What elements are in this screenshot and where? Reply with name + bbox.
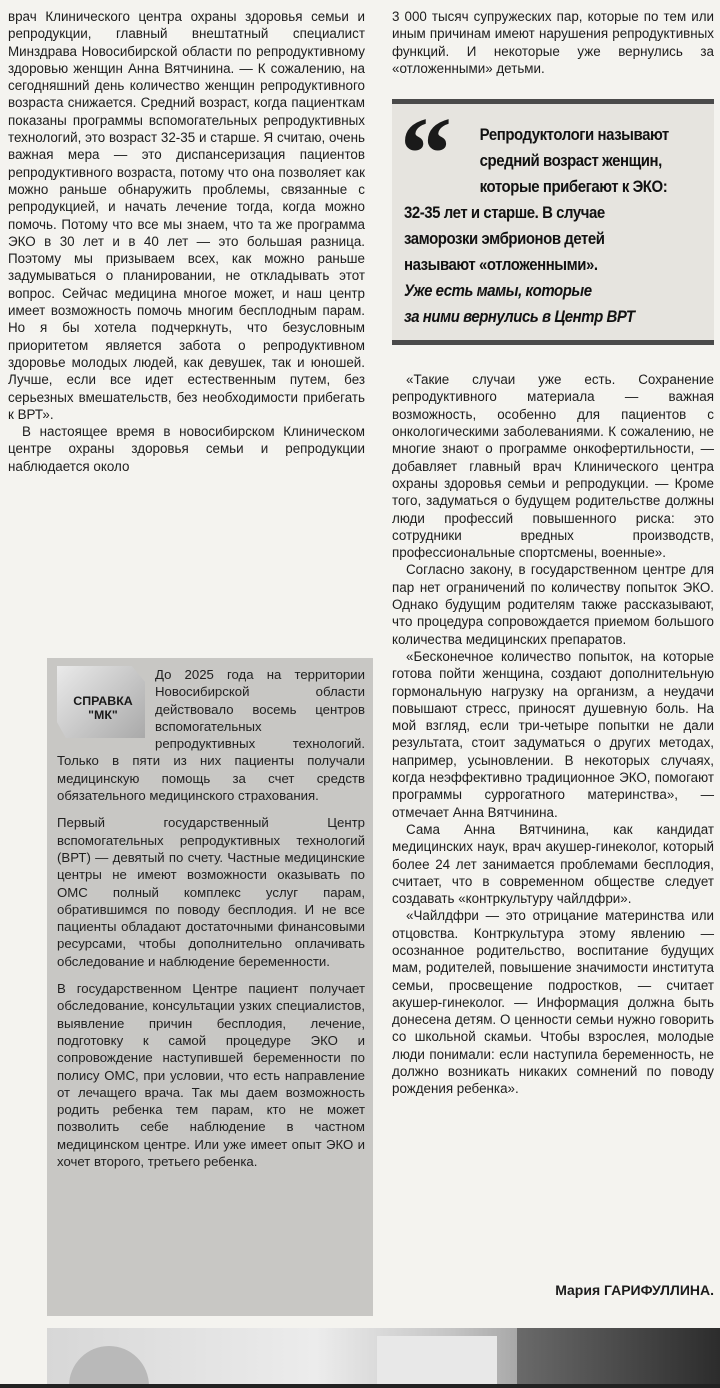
article-paragraph: Сама Анна Вятчинина, как кандидат медицинских наук, врач акушер-гинеколог, который более 24 лет занимается проблемами бесплодия, считает, что в современном обществе следует создавать «контркультуру чайлдфри».: [392, 821, 714, 907]
info-sidebar: [47, 658, 373, 1316]
pull-quote-line: Уже есть мамы, которые: [404, 281, 592, 301]
article-paragraph: «Бесконечное количество попыток, на которые готова пойти женщина, создают дополнительную гормональную нагрузку на организм, а неудачи повышают стресс, приносят душевную боль. На мой взгляд, если три-четыре попытки не дали результата, стоит задуматься о других методах, например, усыновлении. В некоторых случаях, когда неэффективно традиционное ЭКО, помогают программы суррогатного материнства», — отмечает Анна Вятчинина.: [392, 648, 714, 820]
author-signature: Мария ГАРИФУЛЛИНА.: [555, 1282, 714, 1298]
article-paragraph: В настоящее время в новосибирском Клиническом центре охраны здоровья семьи и репродукции наблюдается около: [8, 424, 365, 474]
logo-line: СПРАВКА: [73, 694, 133, 708]
sidebar-paragraph: В государственном Центре пациент получает обследование, консультации узких специалистов, выявление причин бесплодия, лечение, подготовку к самой процедуре ЭКО и сопровождение наступившей беременности по полису ОМС, при условии, что есть направление от лечащего врача. Так мы даем возможность родить ребенка тем парам, кто не может позволить себе наблюдение в частном медицинском центре. Или уже имеет опыт ЭКО и хочет второго, третьего ребенка.: [57, 981, 365, 1170]
sidebar-paragraph: До 2025 года на территории Новосибирской области действовало восемь центров вспомогательных репродуктивных технологий. Только в пяти из них пациенты получали медицинскую помощь за счет средств обязательного медицинского страхования.: [57, 667, 365, 804]
logo-label: [61, 694, 145, 722]
pull-quote-line: 32-35 лет и старше. В случае: [404, 203, 605, 223]
quote-mark-icon: “: [400, 96, 452, 212]
pull-quote-text: [404, 122, 716, 330]
pull-quote-line: заморозки эмбрионов детей: [404, 229, 605, 249]
bottom-rule: [0, 1384, 720, 1388]
article-paragraph: врач Клинического центра охраны здоровья семьи и репродукции, главный внештатный специалист Минздрава Новосибирской области по репродуктивному здоровью женщин Анна Вятчинина. — К сожалению, на сегодняшний день количество женщин репродуктивного возраста снижается. Средний возраст, когда пациенткам показаны программы вспомогательных репродуктивных технологий, это возраст 32-35 и старше. Я считаю, очень важная мера — это диспансеризация пациентов репродуктивного возраста, потому что она позволяет как можно раньше обнаружить проблемы, связанные с репродукцией, и начать лечение тогда, когда можно помочь. Потому что все мы знаем, что та же программа ЭКО в 30 лет и в 40 лет — это большая разница. Поэтому мы призываем всех, как можно раньше задумываться о планировании, не откладывать этот вопрос. Сейчас медицина многое может, и наш центр имеет возможность помочь многим бесплодным парам. Но я бы хотела подчеркнуть, что безусловным приоритетом является забота о репродуктивном здоровье молодых людей, как девушек, так и юношей. Лучше, если все идет естественным путем, без серьезных вмешательств, без необходимости прибегать к ВРТ».: [8, 9, 365, 422]
pull-quote-line: которые прибегают к ЭКО:: [479, 177, 668, 197]
article-paragraph: «Чайлдфри — это отрицание материнства или отцовства. Контркультура этому явлению — осознанное родительство, воспитание будущих мам, родителей, повышение значимости института семьи, просвещение подростков, — считает акушер-гинеколог. — Информация должна быть донесена детям. О ценности семьи нужно говорить со школьной скамьи. Чтобы взрослея, молодые люди понимали: если наступила беременность, не должно возникать никаких сомнений по поводу рождения ребенка».: [392, 908, 714, 1097]
pull-quote: [392, 96, 714, 345]
pull-quote-line: за ними вернулись в Центр ВРТ: [404, 307, 635, 327]
pull-quote-line: средний возраст женщин,: [479, 151, 662, 171]
bottom-photo: [47, 1328, 720, 1388]
article-paragraph: 3 000 тысяч супружеских пар, которые по тем или иным причинам имеют нарушения репродуктивных функций. И некоторые уже вернулись за «отложенными» детьми.: [392, 9, 714, 76]
logo-line: "МК": [88, 708, 118, 722]
article-paragraph: «Такие случаи уже есть. Сохранение репродуктивного материала — важная возможность, особенно для пациентов с онкологическими заболеваниями. К сожалению, не многие знают о программе онкофертильности, — добавляет главный врач Клинического центра охраны здоровья семьи и репродукции. — Кроме того, задуматься о будущем родительстве должны люди профессий повышенного риска: это сотрудники вредных производств, профессиональные спортсмены, военные».: [392, 372, 714, 561]
article-paragraph: Согласно закону, в государственном центре для пар нет ограничений по количеству попыток ЭКО. Однако будущим родителям также рассказывают, что процедура сопровождается приемом большого количества медицинских препаратов.: [392, 562, 714, 647]
article-right-column: [392, 8, 714, 1098]
pull-quote-line: называют «отложенными».: [404, 255, 598, 275]
photo-shape: [69, 1346, 149, 1388]
sidebar-paragraph: Первый государственный Центр вспомогательных репродуктивных технологий (ВРТ) — девятый по счету. Частные медицинские центры не имеют возможности оказывать по ОМС полный комплекс услуг парам, обратившимся по поводу бесплодия. И не все пациенты обладают достаточными финансовыми ресурсами, чтобы дополнительно оплачивать обследование и наблюдение беременности.: [57, 815, 365, 969]
photo-shape: [517, 1328, 720, 1388]
article-left-column: [8, 8, 365, 475]
pull-quote-line: Репродуктологи называют: [479, 125, 669, 145]
spravka-mk-logo: [57, 666, 145, 738]
photo-shape: [377, 1336, 497, 1388]
